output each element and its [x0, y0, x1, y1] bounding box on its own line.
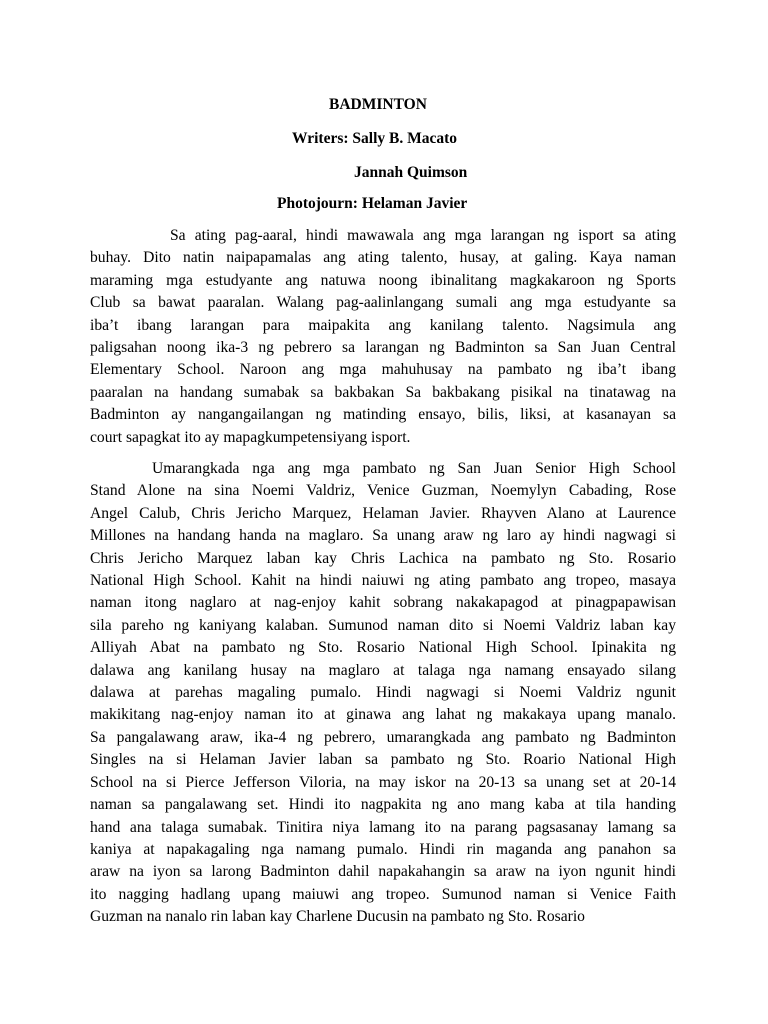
paragraph-1	[90, 225, 676, 449]
text-line: iba’t ibang larangan para maipakita ang kanilang talento. Nagsimula ang	[90, 316, 676, 334]
text-line: kaniya at napakagaling nga namang pumalo. Hindi rin maganda ang panahon sa	[90, 840, 676, 858]
text-line: naman sa pangalawang set. Hindi ito nagpakita ng ano mang kaba at tila handing	[90, 796, 676, 814]
text-line: Sa pangalawang araw, ika-4 ng pebrero, umarangkada ang pambato ng Badminton	[90, 728, 676, 746]
paragraph-2	[90, 458, 676, 929]
text-line: sila pareho ng kaniyang kalaban. Sumunod naman dito si Noemi Valdriz laban kay	[90, 616, 676, 634]
article-title: BADMINTON	[329, 96, 427, 113]
text-line: Chris Jericho Marquez laban kay Chris Lachica na pambato ng Sto. Rosario	[90, 549, 676, 567]
text-line: Millones na handang handa na maglaro. Sa unang araw ng laro ay hindi nagwagi si	[90, 527, 676, 545]
text-line: court sapagkat ito ay mapagkumpetensiyang isport.	[90, 428, 411, 446]
writers-line: Writers: Sally B. Macato	[292, 130, 458, 147]
text-line: makikitang nag-enjoy naman ito at ginawa ang lahat ng makakaya upang manalo.	[90, 706, 676, 724]
text-line: National High School. Kahit na hindi naiuwi ng ating pambato ang tropeo, masaya	[90, 572, 676, 590]
text-line: araw na iyon sa larong Badminton dahil napakahangin sa araw na iyon ngunit hindi	[90, 863, 676, 881]
text-line: Guzman na nanalo rin laban kay Charlene Ducusin na pambato ng Sto. Rosario	[90, 908, 585, 926]
text-line: Elementary School. Naroon ang mga mahuhusay na pambato ng iba’t ibang	[90, 361, 676, 379]
text-line: paaralan na handang sumabak sa bakbakan Sa bakbakang pisikal na tinatawag na	[90, 383, 676, 401]
text-line: Angel Calub, Chris Jericho Marquez, Helaman Javier. Rhayven Alano at Laurence	[90, 504, 676, 522]
text-line: Alliyah Abat na pambato ng Sto. Rosario National High School. Ipinakita ng	[90, 639, 676, 657]
text-line: Singles na si Helaman Javier laban sa pambato ng Sto. Roario National High	[90, 751, 676, 769]
text-line: Badminton ay nangangailangan ng matinding ensayo, bilis, liksi, at kasanayan sa	[90, 406, 676, 424]
second-writer: Jannah Quimson	[354, 164, 468, 181]
text-line: Umarangkada nga ang mga pambato ng San Juan Senior High School	[152, 460, 676, 477]
text-line: ito nagging hadlang upang maiuwi ang tropeo. Sumunod naman si Venice Faith	[90, 885, 676, 903]
text-line: dalawa ang kanilang husay na maglaro at talaga nga namang ensayado silang	[90, 661, 676, 679]
text-line: School na si Pierce Jefferson Viloria, na may iskor na 20-13 sa unang set at 20-14	[90, 773, 676, 791]
text-line: dalawa at parehas magaling pumalo. Hindi nagwagi si Noemi Valdriz ngunit	[90, 684, 676, 702]
text-line: hand ana talaga sumabak. Tinitira niya lamang ito na parang pagsasanay lamang sa	[90, 818, 676, 836]
text-line: Sa ating pag-aaral, hindi mawawala ang mga larangan ng isport sa ating	[170, 227, 676, 244]
text-line: Club sa bawat paaralan. Walang pag-aalinlangang sumali ang mga estudyante sa	[90, 294, 676, 312]
text-line: buhay. Dito natin naipapamalas ang ating talento, husay, at galing. Kaya naman	[90, 249, 676, 267]
photojourn-line: Photojourn: Helaman Javier	[277, 195, 468, 212]
text-line: paligsahan noong ika-3 ng pebrero sa larangan ng Badminton sa San Juan Central	[90, 339, 676, 357]
text-line: Stand Alone na sina Noemi Valdriz, Venice Guzman, Noemylyn Cabading, Rose	[90, 482, 676, 500]
text-line: naman itong naglaro at nag-enjoy kahit sobrang nakakapagod at pinagpapawisan	[90, 594, 676, 612]
text-line: maraming mga estudyante ang natuwa noong ibinalitang magkakaroon ng Sports	[90, 271, 676, 289]
